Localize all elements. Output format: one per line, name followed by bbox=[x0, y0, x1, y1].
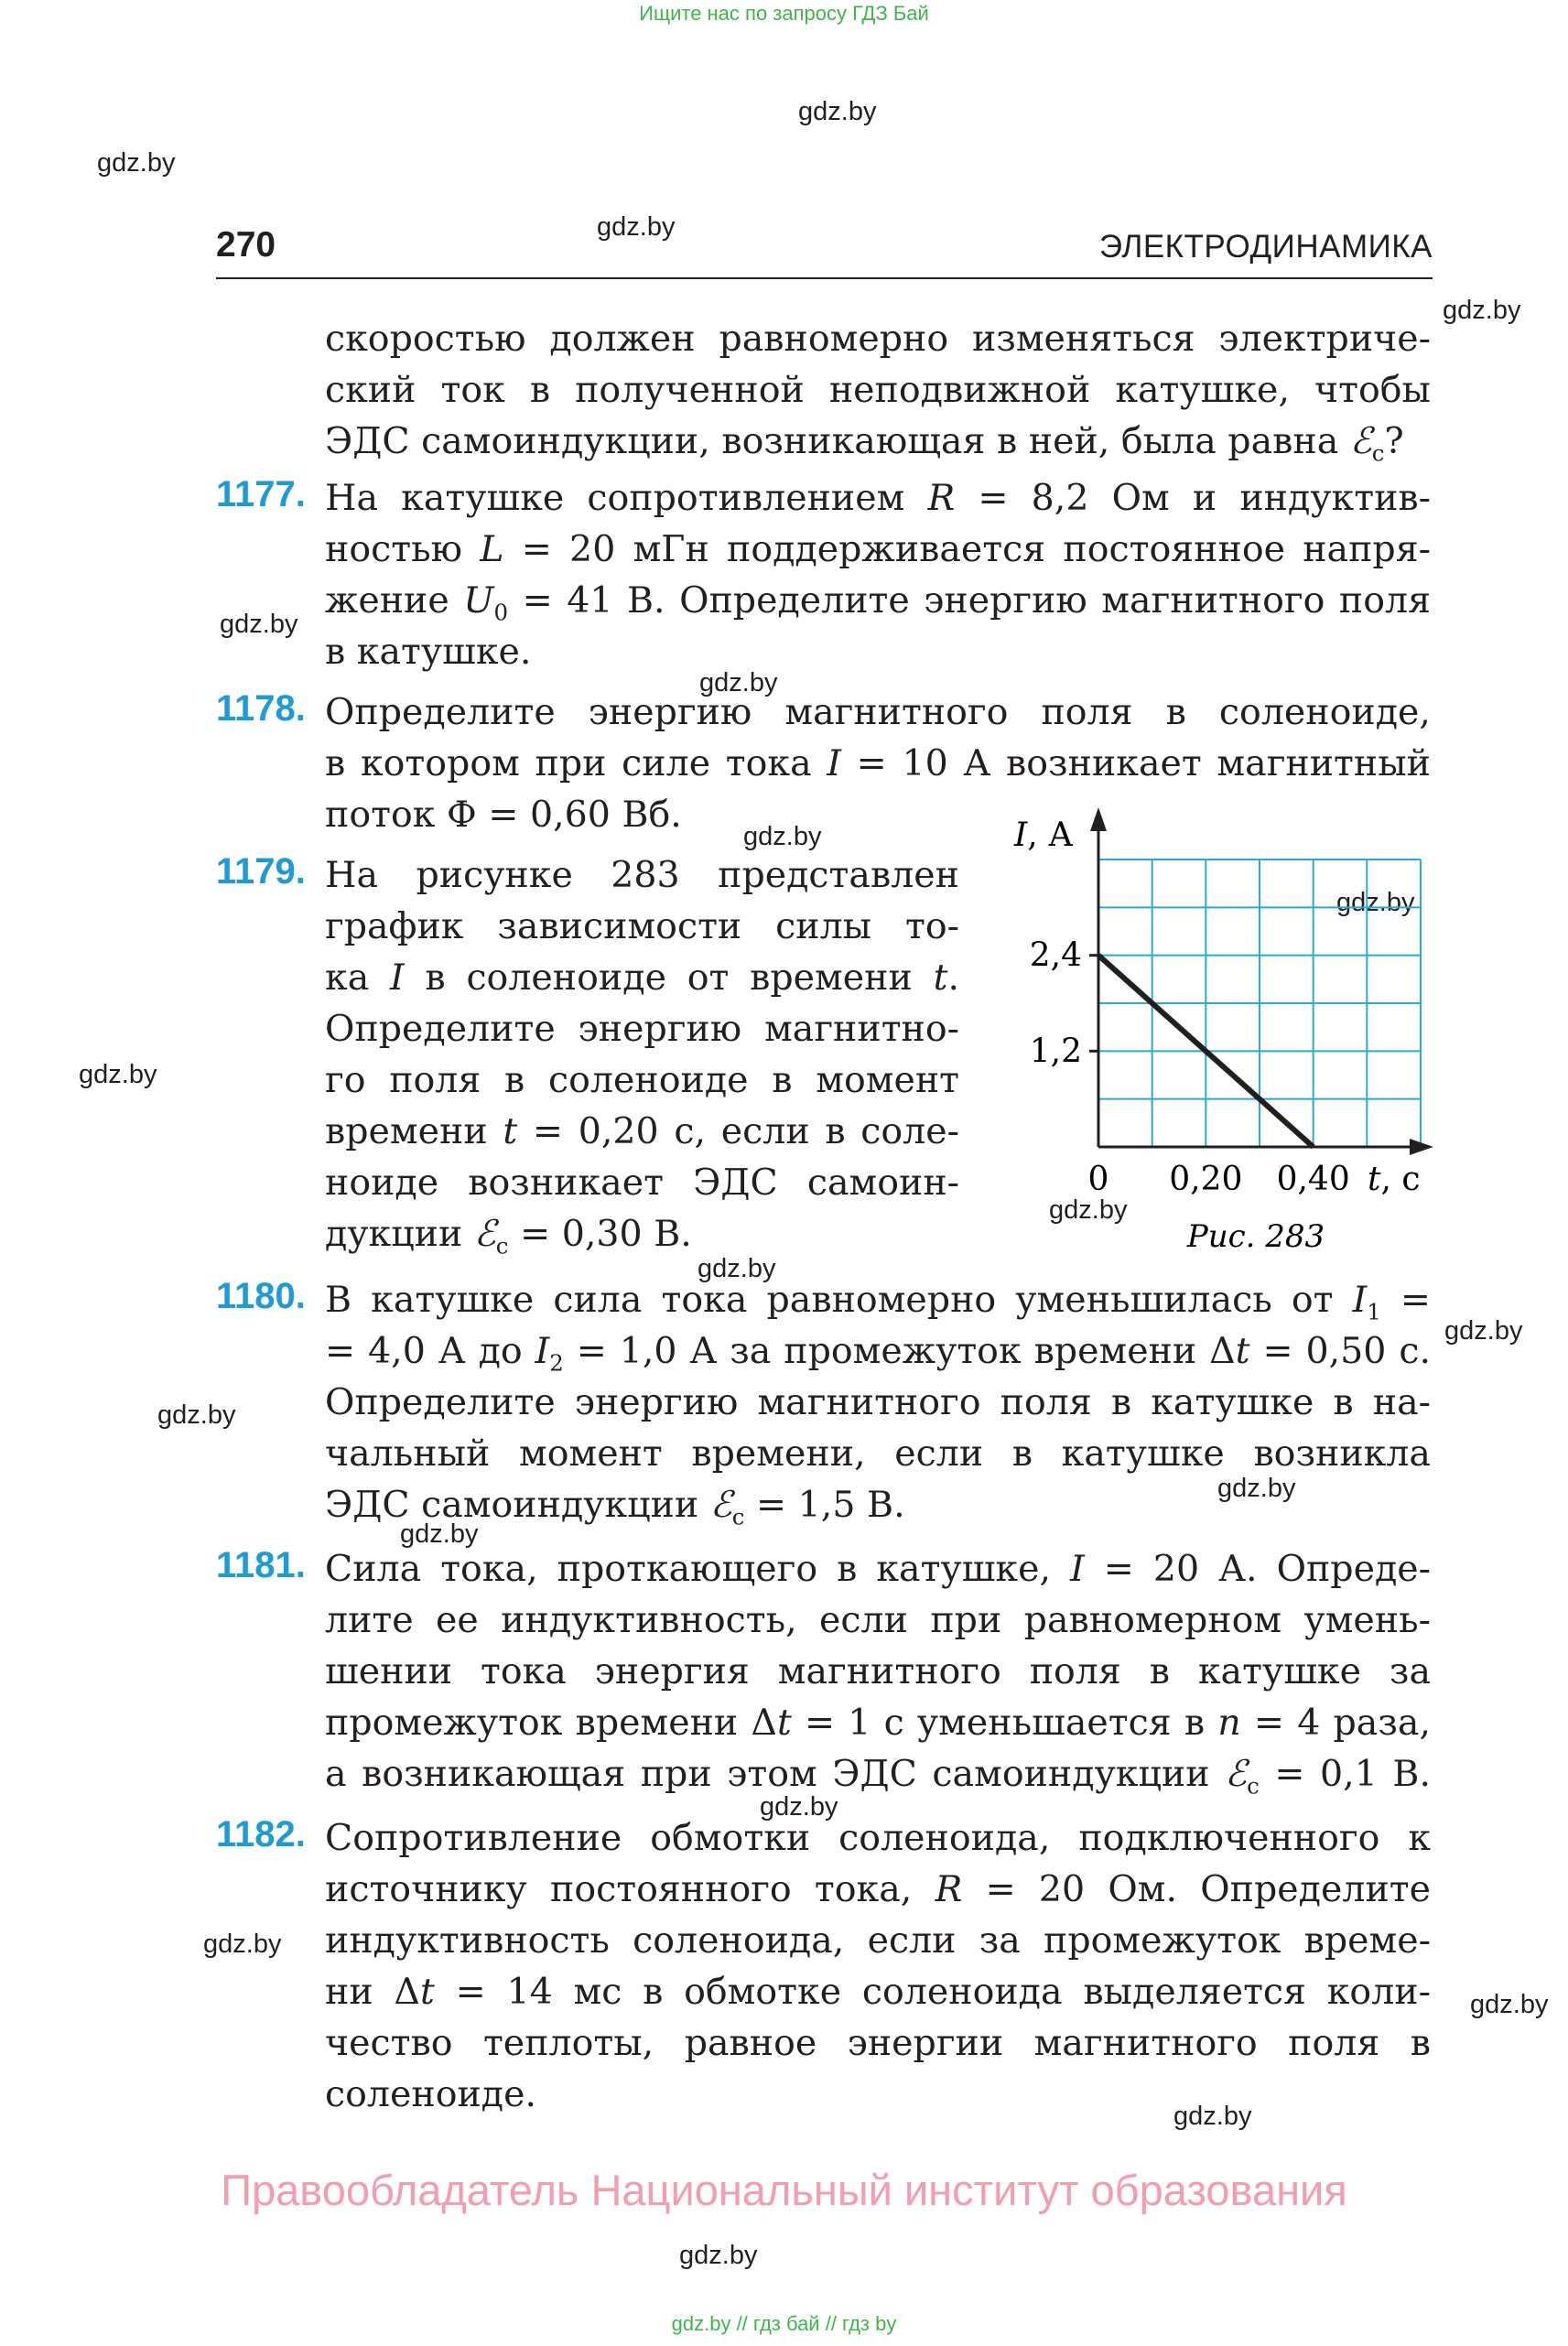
watermark: gdz.by bbox=[79, 1060, 157, 1089]
watermark: gdz.by bbox=[400, 1519, 479, 1549]
problem-number: 1177. bbox=[216, 474, 306, 514]
watermark: gdz.by bbox=[220, 610, 298, 639]
watermark: gdz.by bbox=[97, 148, 176, 178]
watermark: gdz.by bbox=[157, 1400, 236, 1430]
watermark: gdz.by bbox=[597, 212, 676, 242]
header-rule bbox=[216, 277, 1433, 279]
watermark: gdz.by bbox=[1217, 1474, 1296, 1503]
watermark: gdz.by bbox=[203, 1930, 282, 1959]
text-line: Сила тока, проткающего в катушке, I = 20 А. Опреде- bbox=[325, 1548, 1432, 1590]
current-time-chart bbox=[998, 805, 1437, 1263]
text-line: = 4,0 А до $I_2 = 1,0$ А за промежуток времени Δt = 0,50 с. bbox=[325, 1330, 1432, 1377]
text-line: ЭДС самоиндукции ℰ$_c$ = 1,5 В. bbox=[325, 1484, 905, 1530]
text-line: чальный момент времени, если в катушке возникла bbox=[325, 1432, 1431, 1475]
watermark: gdz.by bbox=[1049, 1195, 1128, 1225]
text-line: дукции ℰ$_c$ = 0,30 В. bbox=[325, 1213, 692, 1259]
problem-number: 1178. bbox=[216, 688, 306, 729]
text-line: В катушке сила тока равномерно уменьшилась от $I_1$ = bbox=[325, 1279, 1432, 1325]
top-banner: Ищите нас по запросу ГДЗ Бай bbox=[639, 2, 929, 25]
text-line: На рисунке 283 представлен bbox=[325, 854, 959, 896]
chart-grid bbox=[1098, 859, 1421, 1147]
text-line: шении тока энергия магнитного поля в катушке за bbox=[325, 1650, 1431, 1692]
text-line: Определите энергию магнитного поля в катушке в на- bbox=[325, 1381, 1431, 1423]
watermark: gdz.by bbox=[1444, 1316, 1523, 1346]
y-axis-arrow bbox=[1090, 807, 1107, 831]
page-number: 270 bbox=[216, 225, 276, 265]
problem-number: 1182. bbox=[216, 1814, 306, 1854]
watermark: gdz.by bbox=[1443, 296, 1521, 325]
watermark: gdz.by bbox=[1173, 2102, 1252, 2131]
watermark: gdz.by bbox=[1470, 1990, 1549, 2019]
y-axis-label: I, А bbox=[1014, 816, 1074, 854]
text-line: ноиде возникает ЭДС самоин- bbox=[325, 1162, 959, 1204]
text-line: индуктивность соленоида, если за промежуток време- bbox=[325, 1919, 1431, 1962]
text-line: поток Ф = 0,60 Вб. bbox=[325, 794, 682, 836]
watermark: gdz.by bbox=[699, 668, 778, 697]
text-line: ни Δt = 14 мс в обмотке соленоида выделяется коли- bbox=[325, 1971, 1431, 2013]
watermark: gdz.by bbox=[697, 1254, 776, 1283]
bottom-links: gdz.by // гдз бай // гдз by bbox=[671, 2312, 897, 2335]
text-line: промежуток времени Δt = 1 с уменьшается в n = 4 раза, bbox=[325, 1702, 1431, 1744]
x-tick-label: 0,20 bbox=[1169, 1161, 1243, 1198]
text-line: скоростью должен равномерно изменяться электриче- bbox=[325, 318, 1431, 360]
text-line: На катушке сопротивлением R = 8,2 Ом и индуктив- bbox=[325, 477, 1432, 519]
x-axis-label: t, с bbox=[1368, 1161, 1421, 1198]
problem-number: 1181. bbox=[216, 1545, 306, 1585]
text-line: ЭДС самоиндукции, возникающая в ней, была равна ℰ$_c$? bbox=[325, 420, 1404, 467]
text-line: в катушке. bbox=[325, 631, 532, 673]
y-tick-label: 1,2 bbox=[1029, 1032, 1082, 1071]
text-line: ка I в соленоиде от времени t. bbox=[325, 957, 960, 999]
text-line: график зависимости силы то- bbox=[325, 905, 959, 947]
text-line: го поля в соленоиде в момент bbox=[325, 1059, 959, 1101]
text-line: лите ее индуктивность, если при равномерном умень- bbox=[325, 1599, 1431, 1641]
watermark: gdz.by bbox=[760, 1792, 838, 1822]
watermark: gdz.by bbox=[1336, 888, 1415, 917]
x-tick-label: 0 bbox=[1087, 1161, 1109, 1198]
text-line: ский ток в полученной неподвижной катушке, чтобы bbox=[325, 369, 1431, 411]
text-line: Определите энергию магнитного поля в соленоиде, bbox=[325, 691, 1431, 733]
section-title: ЭЛЕКТРОДИНАМИКА bbox=[1098, 229, 1433, 265]
text-line: а возникающая при этом ЭДС самоиндукции ℰ$_c$ = 0,1 В. bbox=[325, 1753, 1431, 1800]
watermark: gdz.by bbox=[798, 97, 877, 126]
text-line: ностью L = 20 мГн поддерживается постоянное напря- bbox=[325, 528, 1431, 570]
copyright-footer: Правообладатель Национальный институт образования bbox=[221, 2166, 1347, 2214]
x-tick-label: 0,40 bbox=[1276, 1161, 1350, 1198]
text-line: в котором при силе тока I = 10 А возникает магнитный bbox=[325, 742, 1431, 784]
y-tick-label: 2,4 bbox=[1029, 936, 1082, 975]
text-line: соленоиде. bbox=[325, 2073, 537, 2115]
text-line: чество теплоты, равное энергии магнитного поля в bbox=[325, 2022, 1431, 2064]
figure-caption: Рис. 283 bbox=[1186, 1218, 1325, 1255]
watermark: gdz.by bbox=[743, 822, 822, 851]
problem-number: 1179. bbox=[216, 851, 306, 892]
problem-number: 1180. bbox=[216, 1276, 306, 1316]
text-line: жение $U_0 = 41$ В. Определите энергию магнитного поля bbox=[325, 579, 1431, 626]
text-line: Определите энергию магнитно- bbox=[325, 1008, 959, 1050]
text-line: времени t = 0,20 с, если в соле- bbox=[325, 1110, 959, 1152]
text-line: Сопротивление обмотки соленоида, подключенного к bbox=[325, 1817, 1431, 1859]
watermark: gdz.by bbox=[679, 2241, 758, 2270]
text-line: источнику постоянного тока, R = 20 Ом. Определите bbox=[325, 1868, 1431, 1910]
